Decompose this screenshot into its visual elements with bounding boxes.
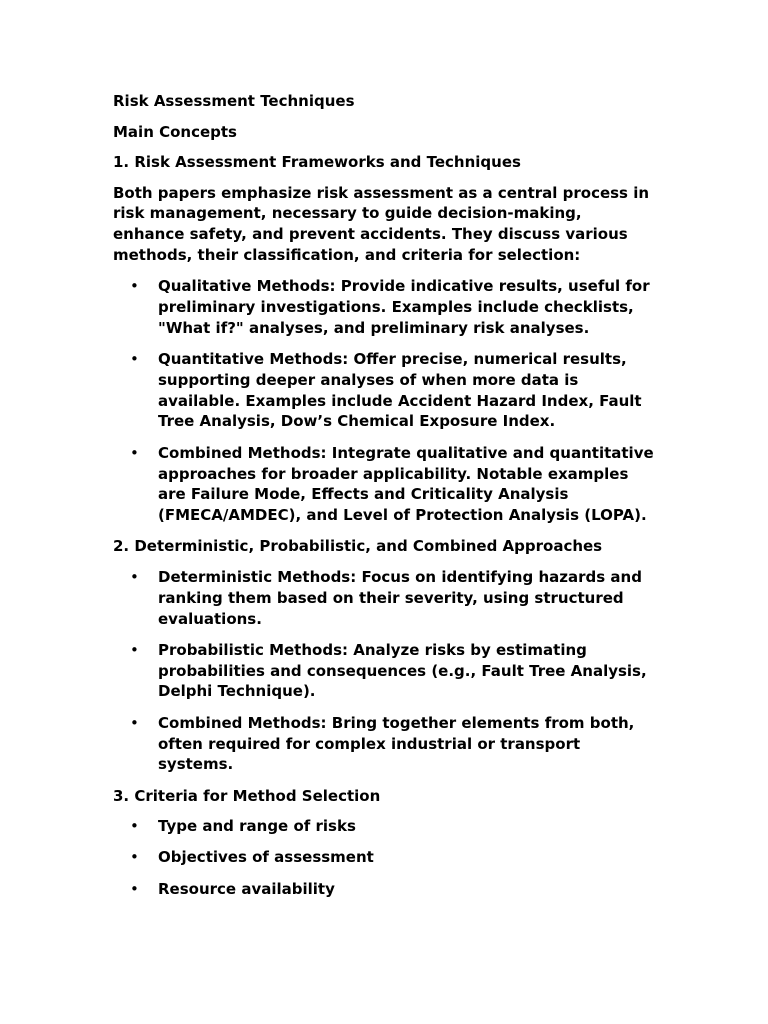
list-item-text: Type and range of risks xyxy=(158,817,356,836)
section-3-list xyxy=(113,816,658,899)
document-page xyxy=(113,91,658,910)
bullet-icon: • xyxy=(130,848,139,867)
list-item-text: Quantitative Methods: Offer precise, numerical results, supporting deeper analyses of when more data is available. Examples include Accident Hazard Index, Fault Tree Analysis, Dow’s Chemical Exposure Index. xyxy=(158,350,642,431)
bullet-icon: • xyxy=(130,640,139,659)
bullet-icon: • xyxy=(130,350,139,369)
list-item xyxy=(113,567,658,629)
section-1-list xyxy=(113,276,658,526)
section-2-heading: 2. Deterministic, Probabilistic, and Combined Approaches xyxy=(113,537,603,556)
list-item xyxy=(113,713,658,775)
list-item xyxy=(113,879,658,900)
list-item xyxy=(113,816,658,837)
list-item-text: Deterministic Methods: Focus on identifying hazards and ranking them based on their severity, using structured evaluations. xyxy=(158,567,642,628)
list-item xyxy=(113,640,658,702)
section-1-heading: 1. Risk Assessment Frameworks and Techniques xyxy=(113,153,521,171)
list-item-text: Combined Methods: Bring together elements from both, often required for complex industrial or transport systems. xyxy=(158,713,635,774)
bullet-icon: • xyxy=(130,879,139,898)
list-item-text: Resource availability xyxy=(158,879,335,898)
list-item xyxy=(113,443,658,526)
list-item-text: Qualitative Methods: Provide indicative results, useful for preliminary investigations. Examples include checklists, "What if?" analyses, and preliminary risk analyses. xyxy=(158,277,650,337)
list-item xyxy=(113,276,658,338)
bullet-icon: • xyxy=(130,817,139,836)
bullet-icon: • xyxy=(130,277,139,296)
bullet-icon: • xyxy=(130,443,139,462)
list-item xyxy=(113,847,658,868)
section-3-heading: 3. Criteria for Method Selection xyxy=(113,786,381,805)
list-item-text: Combined Methods: Integrate qualitative and quantitative approaches for broader applicability. Notable examples are Failure Mode, Effects and Criticality Analysis (FMECA/AMDEC), and Level of Protection Analysis (LOPA). xyxy=(158,443,654,525)
list-item-text: Probabilistic Methods: Analyze risks by estimating probabilities and consequences (e.g., Fault Tree Analysis, Delphi Technique). xyxy=(158,640,647,701)
list-item-text: Objectives of assessment xyxy=(158,848,374,867)
section-2-list xyxy=(113,567,658,775)
document-title: Risk Assessment Techniques xyxy=(113,92,355,110)
bullet-icon: • xyxy=(130,713,139,732)
bullet-icon: • xyxy=(130,567,139,586)
list-item xyxy=(113,349,658,432)
section-1-paragraph: Both papers emphasize risk assessment as a central process in risk management, necessary to guide decision-making, enhance safety, and prevent accidents. They discuss various methods, their classification, and criteria for selection: xyxy=(113,183,650,264)
document-subtitle: Main Concepts xyxy=(113,122,237,141)
